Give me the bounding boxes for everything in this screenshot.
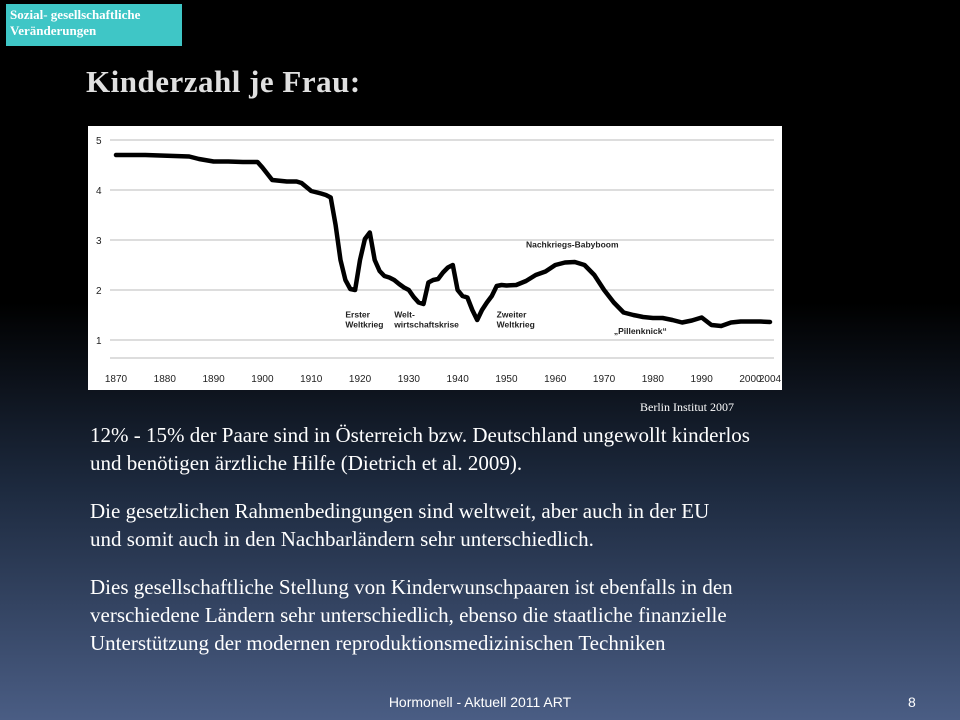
body-text [90,421,870,677]
x-tick-label: 2000 [739,374,762,385]
x-tick-label: 1880 [153,374,176,385]
fertility-chart [88,126,782,390]
chart-svg [88,126,782,390]
annotation-label: Erster [345,309,370,320]
x-tick-label: 1870 [104,374,128,385]
annotation-label: „Pillenknick“ [613,326,667,336]
y-tick-label: 3 [96,236,102,247]
p1-line1: 12% - 15% der Paare sind in Österreich bzw. Deutschland ungewollt kinderlos [90,423,750,447]
paragraph-2 [90,497,870,553]
slide-title: Kinderzahl je Frau: [86,64,361,99]
paragraph-1 [90,421,870,477]
annotation-label: Zweiter [496,309,527,320]
x-tick-label: 1890 [202,374,225,385]
x-tick-label: 1960 [544,374,567,385]
x-tick-label: 1950 [495,374,518,385]
annotation-label: Weltkrieg [345,319,384,330]
x-tick-label: 1930 [397,374,420,385]
x-tick-label: 1990 [690,374,713,385]
x-tick-label: 1980 [641,374,664,385]
section-tag-line2: Veränderungen [10,23,97,38]
annotation-label: Nachkriegs-Babyboom [525,239,619,250]
x-tick-label: 1910 [300,374,323,385]
paragraph-3 [90,573,870,657]
p3-line3: Unterstützung der modernen reproduktionsmedizinischen Techniken [90,631,666,655]
y-tick-label: 5 [96,136,102,147]
section-tag-line1: Sozial- gesellschaftliche [10,7,141,22]
page-number: 8 [908,694,916,710]
p1-line2: und benötigen ärztliche Hilfe (Dietrich et al. 2009). [90,451,523,475]
annotation-label: Weltkrieg [496,319,535,330]
y-tick-label: 2 [96,286,102,297]
x-tick-label: 1940 [446,374,469,385]
footer-text: Hormonell - Aktuell 2011 ART [388,694,572,710]
x-tick-label: 2004 [758,374,782,385]
p2-line1: Die gesetzlichen Rahmenbedingungen sind weltweit, aber auch in der EU [90,499,710,523]
y-tick-label: 4 [96,186,102,197]
x-tick-label: 1920 [348,374,372,385]
annotation-label: wirtschaftskrise [394,319,459,330]
chart-source: Berlin Institut 2007 [640,400,734,414]
annotation-label: Welt- [394,309,415,320]
y-tick-label: 1 [96,336,102,347]
x-tick-label: 1900 [251,374,274,385]
p3-line1: Dies gesellschaftliche Stellung von Kinderwunschpaaren ist ebenfalls in den [90,575,733,599]
x-tick-label: 1970 [592,374,616,385]
p2-line2: und somit auch in den Nachbarländern sehr unterschiedlich. [90,527,594,551]
p3-line2: verschiedene Ländern sehr unterschiedlich, ebenso die staatliche finanzielle [90,603,727,627]
section-tag [6,4,182,46]
